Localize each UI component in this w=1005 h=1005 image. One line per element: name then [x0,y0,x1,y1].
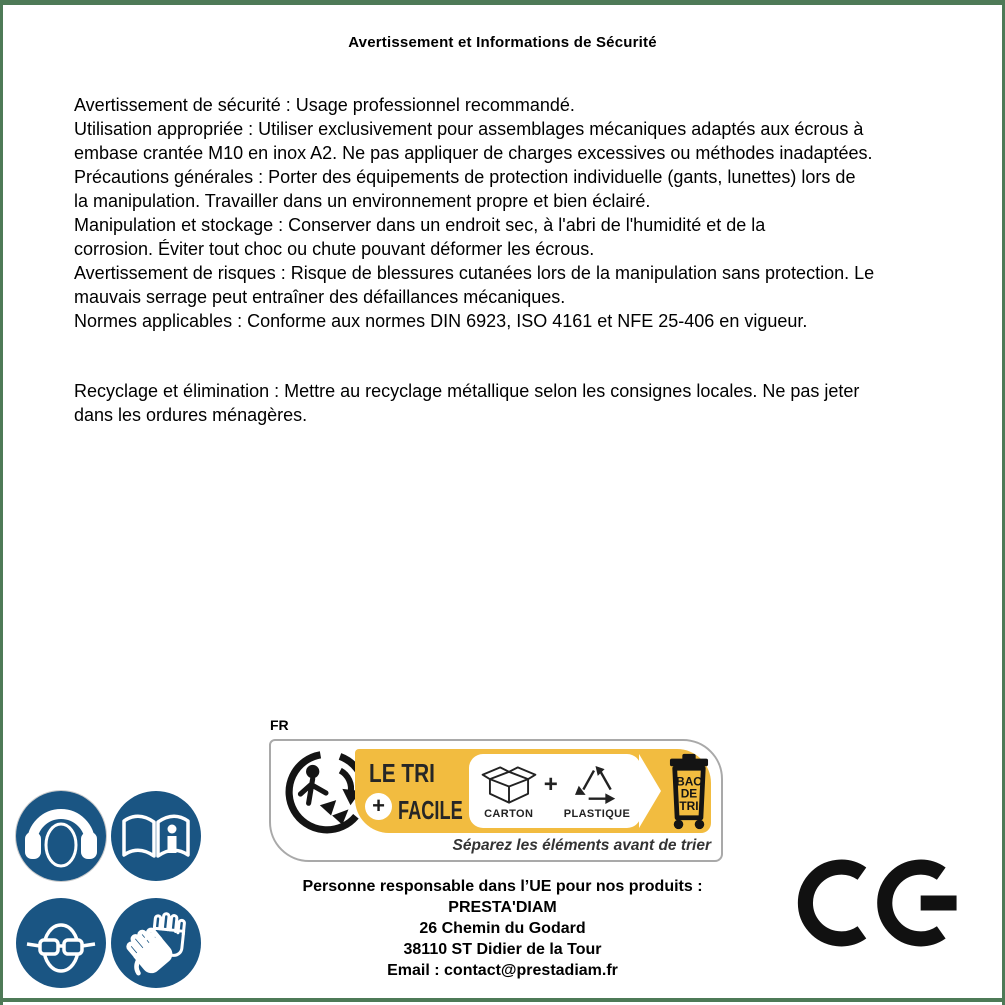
sorting-bin-icon [667,752,711,837]
text-line: Avertissement de risques : Risque de blessures cutanées lors de la manipulation sans protection. Le [74,263,875,283]
material-carton [480,763,538,820]
carton-box-icon [480,763,538,807]
text-line: la manipulation. Travailler dans un environnement propre et bien éclairé. [74,191,651,211]
country-code-label: FR [270,717,289,733]
sorting-tagline: Séparez les éléments avant de trier [452,837,711,854]
read-instruction-manual-icon [111,791,201,881]
svg-text:TRI: TRI [679,799,699,814]
text-line: Utilisation appropriée : Utiliser exclusivement pour assemblages mécaniques adaptés aux écrous à [74,119,864,139]
wear-ear-protection-icon [16,791,106,881]
sorting-label-yellow-band [355,749,711,833]
text-line: dans les ordures ménagères. [74,405,308,425]
text-line: 38110 ST Didier de la Tour [403,941,602,958]
text-line: mauvais serrage peut entraîner des défaillances mécaniques. [74,287,566,307]
text-line: Recyclage et élimination : Mettre au recyclage métallique selon les consignes locales. Ne pas jeter [74,381,860,401]
text-line: Personne responsable dans l’UE pour nos produits : [302,878,703,895]
text-line: Précautions générales : Porter des équipements de protection individuelle (gants, lunettes) lors de [74,167,856,187]
sorting-headline-line1: LE TRI [369,758,435,788]
plus-icon: + [365,793,392,820]
material-plastique [564,763,631,820]
chevron-right-icon [639,754,661,828]
material-label: PLASTIQUE [563,807,631,820]
ce-mark-icon [796,851,966,960]
text-line: corrosion. Éviter tout choc ou chute pouvant déformer les écrous. [74,239,595,259]
recycling-arrows-icon [572,763,622,807]
text-line: 26 Chemin du Godard [419,920,586,937]
safety-text-block [74,93,969,333]
plus-icon: + [543,771,558,798]
svg-text:BAC: BAC [676,774,702,789]
page-title: Avertissement et Informations de Sécurité [348,34,657,51]
text-line: Normes applicables : Conforme aux normes DIN 6923, ISO 4161 et NFE 25-406 en vigueur. [74,311,808,331]
materials-panel [469,754,641,828]
text-line: embase crantée M10 en inox A2. Ne pas appliquer de charges excessives ou méthodes inadaptées. [74,143,873,163]
material-label: CARTON [484,807,534,820]
text-line: PRESTA'DIAM [448,899,557,916]
svg-text:DE: DE [680,786,698,801]
page-bottom-border [3,998,1002,1002]
recycling-text-block [74,379,969,427]
text-line: Avertissement de sécurité : Usage professionnel recommandé. [74,95,575,115]
sorting-info-label [269,739,723,862]
sorting-headline-line2: FACILE [398,795,463,825]
text-line: Manipulation et stockage : Conserver dans un endroit sec, à l'abri de l'humidité et de la [74,215,766,235]
text-line: Email : contact@prestadiam.fr [387,962,618,979]
